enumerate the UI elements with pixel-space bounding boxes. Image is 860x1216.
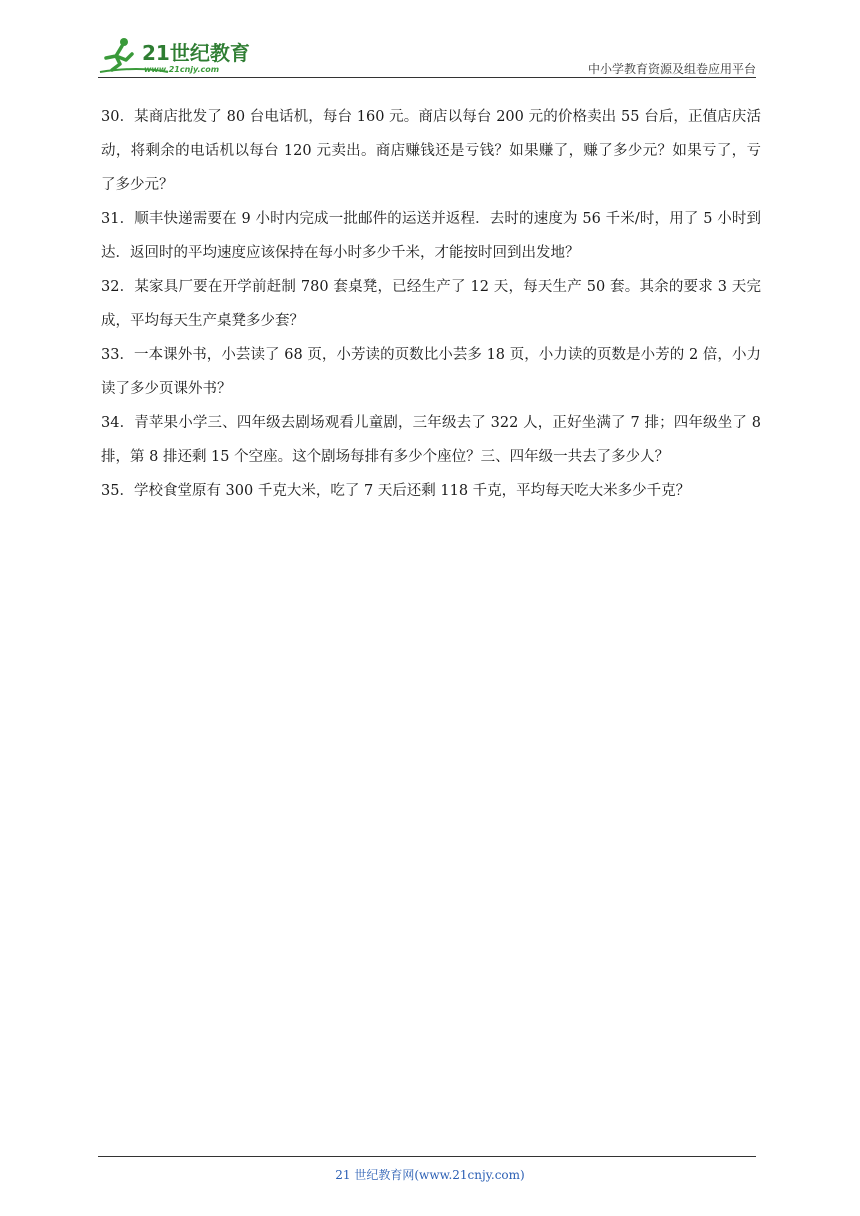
problem-30: 30．某商店批发了 80 台电话机，每台 160 元。商店以每台 200 元的价格卖出 55 台后，正值店庆活动，将剩余的电话机以每台 120 元卖出。商店赚钱还是亏钱？如果赚了，赚了多少元？如果亏了，亏了多少元？	[101, 109, 761, 193]
logo	[98, 36, 268, 76]
logo-url: www.21cnjy.com	[144, 65, 220, 74]
problem-list	[101, 100, 761, 508]
problem-31: 31．顺丰快递需要在 9 小时内完成一批邮件的运送并返程．去时的速度为 56 千米/时，用了 5 小时到达．返回时的平均速度应该保持在每小时多少千米，才能按时回到出发地？	[101, 211, 761, 261]
problem-32: 32．某家具厂要在开学前赶制 780 套桌凳，已经生产了 12 天，每天生产 50 套。其余的要求 3 天完成，平均每天生产桌凳多少套？	[101, 279, 761, 329]
logo-text: 21世纪教育	[142, 41, 250, 65]
header-divider	[98, 77, 756, 78]
problem-33: 33．一本课外书，小芸读了 68 页，小芳读的页数比小芸多 18 页，小力读的页数是小芳的 2 倍，小力读了多少页课外书？	[101, 347, 761, 397]
problem-35: 35．学校食堂原有 300 千克大米，吃了 7 天后还剩 118 千克，平均每天吃大米多少千克？	[101, 483, 691, 499]
page-header	[98, 30, 756, 78]
problem-34: 34．青苹果小学三、四年级去剧场观看儿童剧，三年级去了 322 人，正好坐满了 7 排；四年级坐了 8 排，第 8 排还剩 15 个空座。这个剧场每排有多少个座位？三、四年级一共去了多少人？	[101, 415, 761, 465]
platform-name: 中小学教育资源及组卷应用平台	[587, 62, 756, 76]
footer-link[interactable]: 21 世纪教育网(www.21cnjy.com)	[335, 1168, 525, 1182]
footer-divider	[98, 1156, 756, 1157]
